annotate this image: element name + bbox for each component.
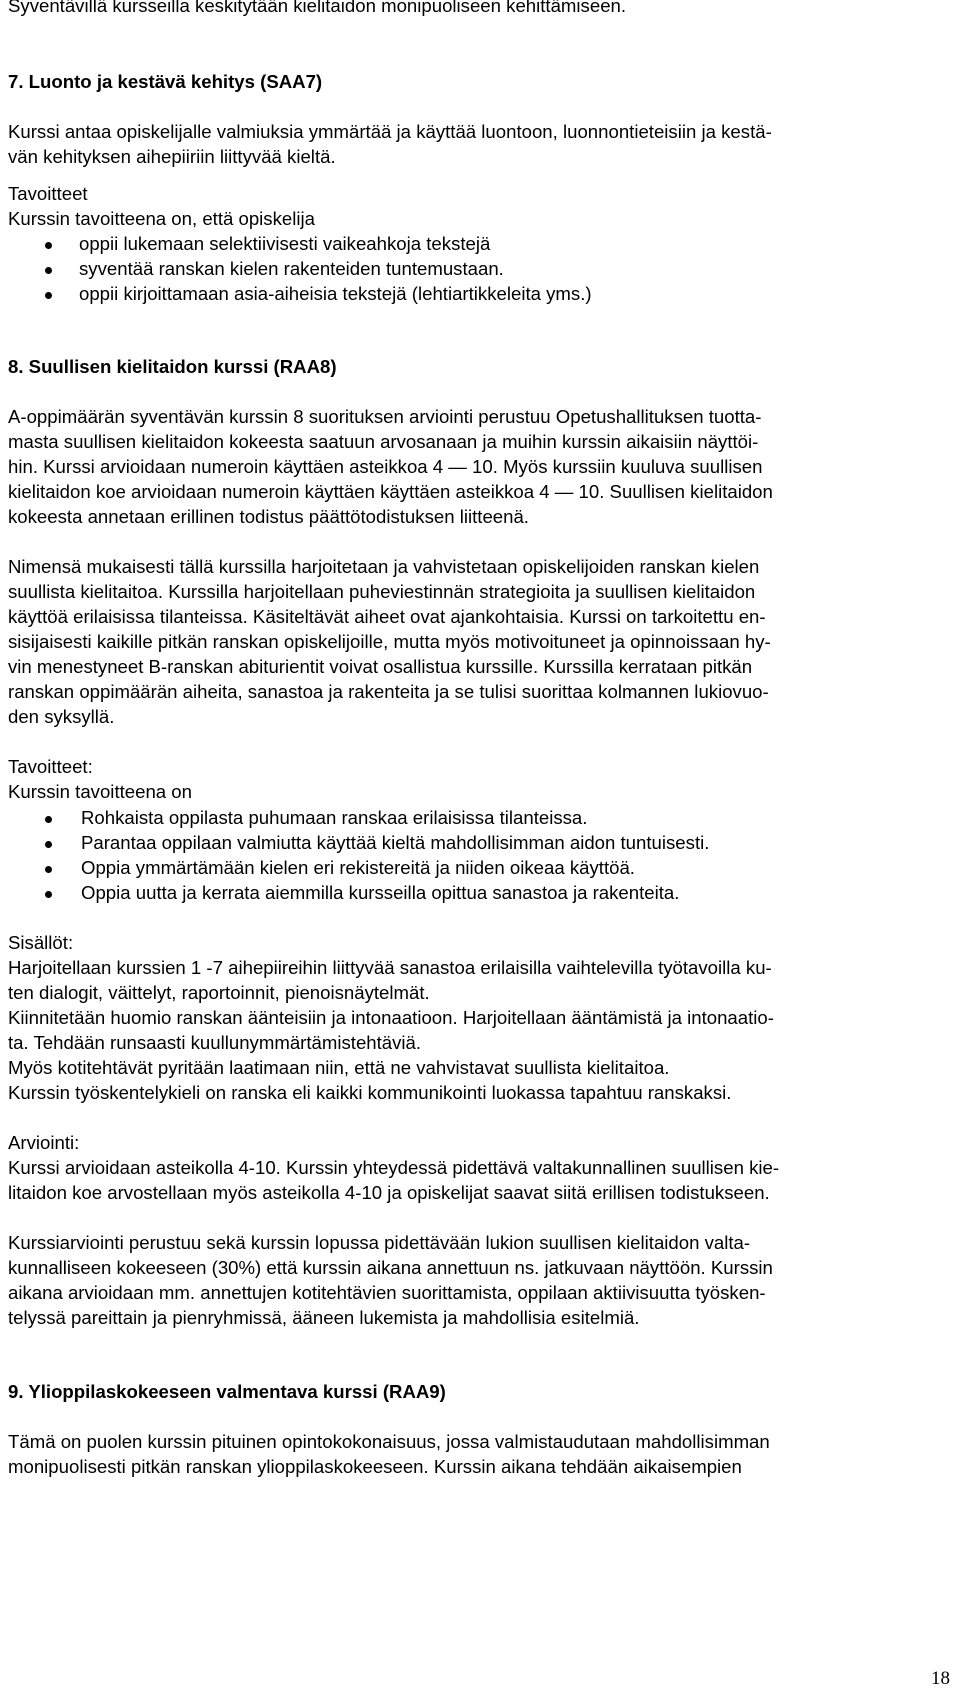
raa8-eval2-line: Kurssiarviointi perustuu sekä kurssin lopussa pidettävään lukion suullisen kielitaidon valta- <box>8 1232 751 1253</box>
raa8-p1-line: hin. Kurssi arvioidaan numeroin käyttäen asteikkoa 4 — 10. Myös kurssiin kuuluva suullisen <box>8 456 763 477</box>
raa8-p2-line: den syksyllä. <box>8 706 115 727</box>
raa8-p2-line: suullista kielitaitoa. Kurssilla harjoitellaan puheviestinnän strategioita ja suullisen kielitaidon <box>8 581 756 602</box>
raa8-eval2-line: aikana arvioidaan mm. annettujen kotitehtävien suorittamista, oppilaan aktiivisuutta työsken- <box>8 1282 766 1303</box>
bullet-icon <box>45 242 52 249</box>
raa8-goal-item: Rohkaista oppilasta puhumaan ranskaa erilaisissa tilanteissa. <box>81 807 588 828</box>
raa8-contents-line: ten dialogit, väittelyt, raportoinnit, pienoisnäytelmät. <box>8 982 430 1003</box>
raa8-p2-line: vin menestyneet B-ranskan abiturientit voivat osallistua kurssille. Kurssilla kerrataan pitkän <box>8 656 753 677</box>
raa9-p1-line: monipuolisesti pitkän ranskan ylioppilaskokeeseen. Kurssin aikana tehdään aikaisempien <box>8 1456 742 1477</box>
raa8-eval2-line: kunnalliseen kokeeseen (30%) että kurssin aikana annettuun ns. jatkuvaan näyttöön. Kurssin <box>8 1257 773 1278</box>
saa7-goal-item: oppii lukemaan selektiivisesti vaikeahkoja tekstejä <box>79 233 491 254</box>
bullet-icon <box>45 866 52 873</box>
saa7-desc-line: vän kehityksen aihepiiriin liittyvää kieltä. <box>8 146 336 167</box>
raa8-p1-line: A-oppimäärän syventävän kurssin 8 suorituksen arviointi perustuu Opetushallituksen tuotta- <box>8 406 762 427</box>
bullet-icon <box>45 267 52 274</box>
page-number: 18 <box>931 1668 950 1689</box>
raa8-contents-title: Sisällöt: <box>8 932 74 953</box>
raa8-p1-line: masta suullisen kielitaidon kokeesta saatuun arvosanaan ja muihin kurssin aikaisiin näyttöi- <box>8 431 759 452</box>
section-heading-saa7: 7. Luonto ja kestävä kehitys (SAA7) <box>8 71 323 92</box>
saa7-goal-item: syventää ranskan kielen rakenteiden tuntemustaan. <box>79 258 504 279</box>
section-heading-raa8: 8. Suullisen kielitaidon kurssi (RAA8) <box>8 356 337 377</box>
raa8-p2-line: sisijaisesti kaikille pitkän ranskan opiskelijoille, mutta myös motivoituneet ja opinnoissaan hy- <box>8 631 771 652</box>
saa7-desc-line: Kurssi antaa opiskelijalle valmiuksia ymmärtää ja käyttää luontoon, luonnontieteisiin ja kestä- <box>8 121 772 142</box>
raa8-p1-line: kielitaidon koe arvioidaan numeroin käyttäen käyttäen asteikkoa 4 — 10. Suullisen kielitaidon <box>8 481 773 502</box>
raa8-goal-item: Oppia uutta ja kerrata aiemmilla kursseilla opittua sanastoa ja rakenteita. <box>81 882 680 903</box>
section-heading-raa9: 9. Ylioppilaskokeeseen valmentava kurssi (RAA9) <box>8 1381 446 1402</box>
raa8-contents-line: Harjoitellaan kurssien 1 -7 aihepiireihin liittyvää sanastoa erilaisilla vaihtelevilla työtavoilla ku- <box>8 957 772 978</box>
raa9-p1-line: Tämä on puolen kurssin pituinen opintokokonaisuus, jossa valmistaudutaan mahdollisimman <box>8 1431 770 1452</box>
raa8-contents-line: Kurssin työskentelykieli on ranska eli kaikki kommunikointi luokassa tapahtuu ranskaksi. <box>8 1082 732 1103</box>
raa8-goal-item: Oppia ymmärtämään kielen eri rekistereitä ja niiden oikeaa käyttöä. <box>81 857 635 878</box>
raa8-goals-intro: Kurssin tavoitteena on <box>8 781 192 802</box>
raa8-eval-line: Kurssi arvioidaan asteikolla 4-10. Kurssin yhteydessä pidettävä valtakunnallinen suullisen kie- <box>8 1157 780 1178</box>
bullet-icon <box>45 841 52 848</box>
raa8-eval-line: litaidon koe arvostellaan myös asteikolla 4-10 ja opiskelijat saavat siitä erillisen todistukseen. <box>8 1182 770 1203</box>
saa7-goals-intro: Kurssin tavoitteena on, että opiskelija <box>8 208 315 229</box>
raa8-goals-title: Tavoitteet: <box>8 756 93 777</box>
raa8-eval-title: Arviointi: <box>8 1132 80 1153</box>
intro-line: Syventävillä kursseilla keskitytään kielitaidon monipuoliseen kehittämiseen. <box>8 0 627 16</box>
raa8-eval2-line: telyssä pareittain ja pienryhmissä, ääneen lukemista ja mahdollisia esitelmiä. <box>8 1307 640 1328</box>
raa8-contents-line: Myös kotitehtävät pyritään laatimaan niin, että ne vahvistavat suullista kielitaitoa. <box>8 1057 670 1078</box>
saa7-goal-item: oppii kirjoittamaan asia-aiheisia tekstejä (lehtiartikkeleita yms.) <box>79 283 592 304</box>
raa8-p2-line: Nimensä mukaisesti tällä kurssilla harjoitetaan ja vahvistetaan opiskelijoiden ranskan kielen <box>8 556 760 577</box>
raa8-goal-item: Parantaa oppilaan valmiutta käyttää kieltä mahdollisimman aidon tuntuisesti. <box>81 832 710 853</box>
bullet-icon <box>45 891 52 898</box>
raa8-p2-line: ranskan oppimäärän aiheita, sanastoa ja rakenteita ja se tulisi suorittaa kolmannen lukiovuo- <box>8 681 769 702</box>
raa8-contents-line: Kiinnitetään huomio ranskan äänteisiin ja intonaatioon. Harjoitellaan ääntämistä ja intonaatio- <box>8 1007 774 1028</box>
bullet-icon <box>45 292 52 299</box>
saa7-goals-title: Tavoitteet <box>8 183 88 204</box>
raa8-p2-line: käyttöä erilaisissa tilanteissa. Käsiteltävät aiheet ovat ajankohtaisia. Kurssi on tarkoitettu en- <box>8 606 766 627</box>
raa8-p1-line: kokeesta annetaan erillinen todistus päättötodistuksen liitteenä. <box>8 506 529 527</box>
raa8-contents-line: ta. Tehdään runsaasti kuullunymmärtämistehtäviä. <box>8 1032 422 1053</box>
bullet-icon <box>45 816 52 823</box>
